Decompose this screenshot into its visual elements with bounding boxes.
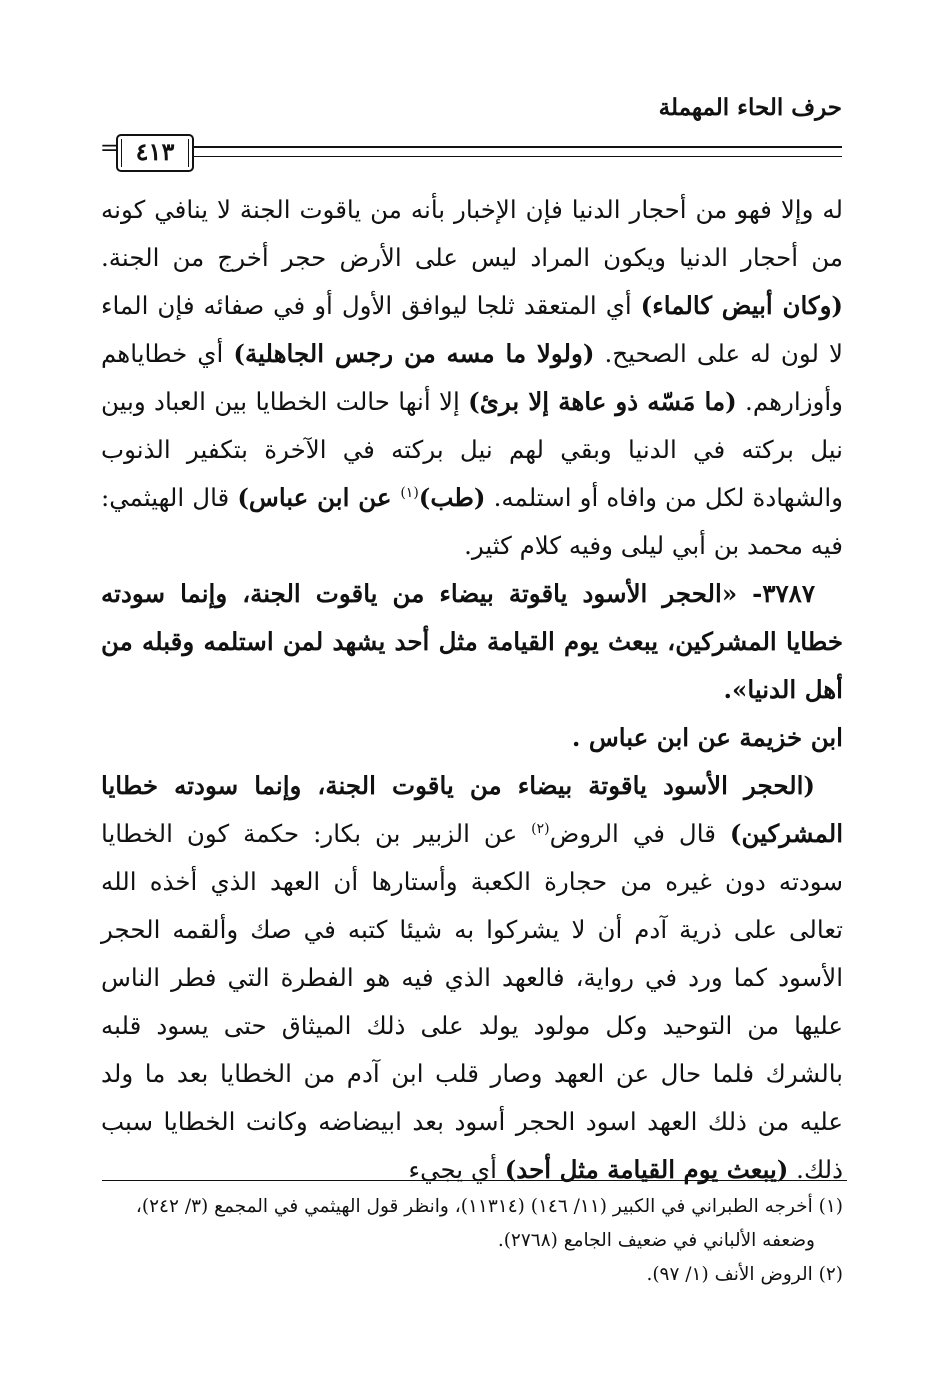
footnote-divider [102,1180,847,1181]
rule-end-mark: = [100,136,119,161]
commentary-paragraph: له وإلا فهو من أحجار الدنيا فإن الإخبار بأنه من ياقوت الجنة لا ينافي كونه من أحجار الدنيا ويكون المراد ليس على الأرض حجر أخرج من الجنة. (وكان أبيض كالماء) أي المتعقد ثلجا ليوافق الأول أو في صفائه فإن الماء لا لون له على الصحيح. (ولولا ما مسه من رجس الجاهلية) أي خطاياهم وأوزارهم. (ما مَسّه ذو عاهة إلا برئ) إلا أنها حالت الخطايا بين العباد وبين نيل بركته في الدنيا وبقي لهم نيل بركته في الآخرة بتكفير الذنوب والشهادة لكل من وافاه أو استلمه. (طب)$^{(١)}$ عن ابن عباس) قال الهيثمي: فيه محمد بن أبي ليلى وفيه كلام كثير. [101,195,844,560]
header-rule [100,134,842,174]
quoted-phrase: (ولولا ما مسه من رجس الجاهلية) [233,339,595,368]
quoted-phrase: (الحجر الأسود ياقوتة بيضاء من ياقوت الجنة، وإنما سودته خطايا المشركين) [101,771,843,848]
main-text [101,186,843,1194]
quoted-phrase: عن ابن عباس) [237,483,401,512]
hadith-source: ابن خزيمة عن ابن عباس . [571,723,843,752]
quoted-phrase: (وكان أبيض كالماء) [640,291,843,320]
page-number: ٤١٣ [135,137,175,166]
footnote-1: (١) أخرجه الطبراني في الكبير (١١/ ١٤٦) (١١٣١٤)، وانظر قول الهيثمي في المجمع (٣/ ٢٤٢)، [135,1196,843,1217]
footnote-2: (٢) الروض الأنف (١/ ٩٧). [646,1264,843,1285]
footnotes [101,1190,843,1292]
footnote-marker-2[interactable]: (٢) [531,820,550,837]
double-rule-line [194,146,842,157]
quoted-phrase: (ما مَسّه ذو عاهة إلا برئ) [468,387,737,416]
footnote-1-continuation: وضعفه الألباني في ضعيف الجامع (٢٧٦٨). [497,1230,815,1251]
quoted-phrase: (يبعث يوم القيامة مثل أحد) [504,1155,789,1184]
running-header-title: حرف الحاء المهملة [658,94,842,121]
page-number-box [116,134,194,172]
source-abbrev: (طب) [418,483,486,512]
commentary-paragraph: (الحجر الأسود ياقوتة بيضاء من ياقوت الجنة، وإنما سودته خطايا المشركين) قال في الروض$^{(٢)}$ عن الزبير بن بكار: حكمة كون الخطايا سودته دون غيره من حجارة الكعبة وأستارها أن العهد الذي أخذه الله تعالى على ذرية آدم أن لا يشركوا به شيئا كتبه في صك وألقمه الحجر الأسود كما ورد في رواية، فالعهد الذي فيه هو الفطرة التي فطر الناس عليها من التوحيد وكل مولود يولد على ذلك الميثاق حتى يسود قلبه بالشرك فلما حال عن العهد وصار قلب ابن آدم من الخطايا بعد ما ولد عليه من ذلك العهد اسود الحجر أسود بعد ابيضاضه وكانت الخطايا سبب ذلك. (يبعث يوم القيامة مثل أحد) أي يجيء [101,771,843,1184]
hadith-text: ٣٧٨٧- «الحجر الأسود ياقوتة بيضاء من ياقوت الجنة، وإنما سودته خطايا المشركين، يبعث يوم القيامة مثل أحد يشهد لمن استلمه وقبله من أهل الدنيا». [101,579,843,704]
footnote-marker-1[interactable]: (١) [400,484,419,501]
